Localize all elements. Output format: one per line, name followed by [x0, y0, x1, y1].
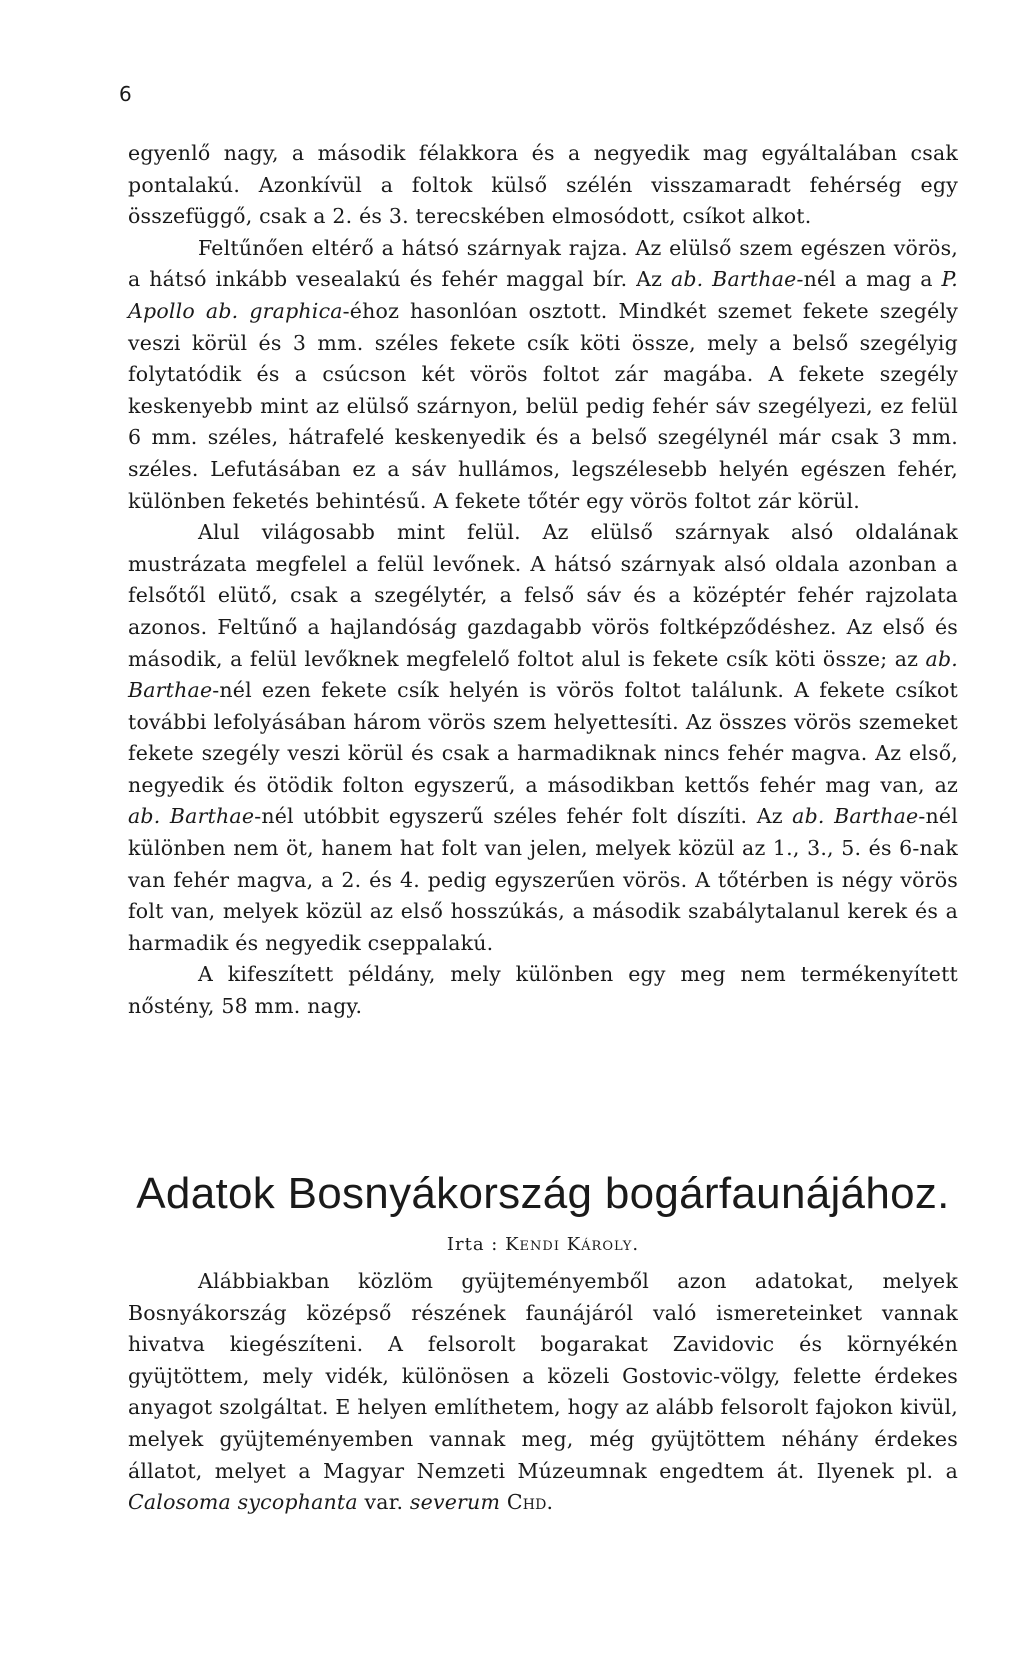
article-title: Adatok Bosnyákország bogárfaunájához.: [136, 1169, 950, 1218]
text-run: [500, 1490, 507, 1514]
text-run: Feltűnően eltérő a hátsó szárnyak rajza. Az elülső szem egészen vörös, a hátsó inkább vesealakú és fehér maggal bír. Az: [128, 235, 958, 292]
author-line: [128, 1232, 958, 1258]
text-run: -éhoz hasonlóan osztott. Mindkét szemet fekete szegély veszi körül és 3 mm. széles fekete csík köti össze, mely a belső szegélyig folytatódik és a csúcson két vörös foltot zár magába. A fekete szegély keskenyebb mint az elülső szárnyon, belül pedig fehér sáv szegélyezi, ez felül 6 mm. széles, hátrafelé keskenyedik és a belső szegélynél már csak 3 mm. széles. Lefutásában ez a sáv hullámos, legszélesebb helyén egészen fehér, különben feketés behintésű. A fekete tőtér egy vörös foltot zár körül.: [128, 298, 958, 513]
text-run: egyenlő nagy, a második félakkora és a negyedik mag egyáltalában csak pontalakú. Azonkívül a foltok külső szélén visszamaradt fehérség egy összefüggő, csak a 2. és 3. terecskében elmosódott, csíkot alkot.: [128, 141, 958, 229]
page-number: 6: [119, 82, 132, 106]
italic-run: ab. Barthae: [128, 646, 958, 703]
italic-run: P. Apollo ab. graphica: [128, 267, 958, 323]
text-run: -nél ezen fekete csík helyén is vörös foltot találunk. A fekete csíkot további lefolyásában három vörös szem helyettesíti. Az összes vörös szemeket fekete szegély veszi körül és csak a harmadiknak nincs fehér magva. Az első, negyedik és ötödik folton egyszerű, a másodikban kettős fehér mag van, az: [128, 678, 958, 797]
paragraph: A kifeszített példány, mely különben egy meg nem termékenyített nőstény, 58 mm. nagy.: [128, 962, 958, 1019]
paragraph: [128, 138, 958, 517]
author-abbreviation: Chd.: [506, 1490, 554, 1515]
italic-run: ab. Barthae: [792, 804, 919, 829]
text-run: -nél utóbbit egyszerű széles fehér folt díszíti. Az: [254, 804, 793, 829]
italic-run: ab. Barthae-: [670, 267, 804, 292]
author-prefix: Irta :: [446, 1234, 499, 1255]
text-run: Alábbiakban közlöm gyüjteményemből azon adatokat, melyek Bosnyákország középső részének faunájáról való ismereteinket vannak hivatva kiegészíteni. A felsorolt bogarakat Zavidovic és környékén gyüjtöttem, mely vidék, különösen a közeli Gostovic-völgy, felette érdekes anyagot szolgáltat. E helyen említhetem, hogy az alább felsorolt fajokon kivül, melyek gyüjteményemben vannak meg, még gyüjtöttem néhány érdekes állatot, melyet a Magyar Nemzeti Múzeumnak engedtem át. Ilyenek pl. a: [128, 1269, 958, 1483]
article-continuation: [128, 138, 958, 1023]
italic-run: severum: [409, 1490, 501, 1515]
article-body: [128, 1266, 958, 1519]
text-run: nél a mag a: [803, 267, 942, 292]
text-run: Alul világosabb mint felül. Az elülső szárnyak alsó oldalának mustrázata megfelel a felül levőnek. A hátsó szárnyak alsó oldala azonban a felsőtől elütő, csak a szegélytér, a felső sáv és a középtér fehér rajzolata azonos. Feltűnő a hajlandóság gazdagabb vörös foltképződéshez. Az első és második, a felül levőknek megfelelő foltot alul is fekete csík köti össze; az: [128, 520, 958, 671]
italic-run: Calosoma sycophanta: [128, 1490, 358, 1515]
author-name: Kendi Károly.: [505, 1234, 640, 1255]
text-run: var.: [357, 1490, 410, 1515]
paragraph: [128, 517, 958, 959]
italic-run: ab. Barthae: [128, 804, 255, 829]
paragraph: [128, 1266, 958, 1519]
text-run: -nél különben nem öt, hanem hat folt van jelen, melyek közül az 1., 3., 5. és 6-nak van fehér magva, a 2. és 4. pedig egyszerűen vörös. A tőtérben is négy vörös folt van, melyek közül az első hosszúkás, a második szabálytalanul kerek és a harmadik és negyedik cseppalakú.: [128, 804, 958, 955]
